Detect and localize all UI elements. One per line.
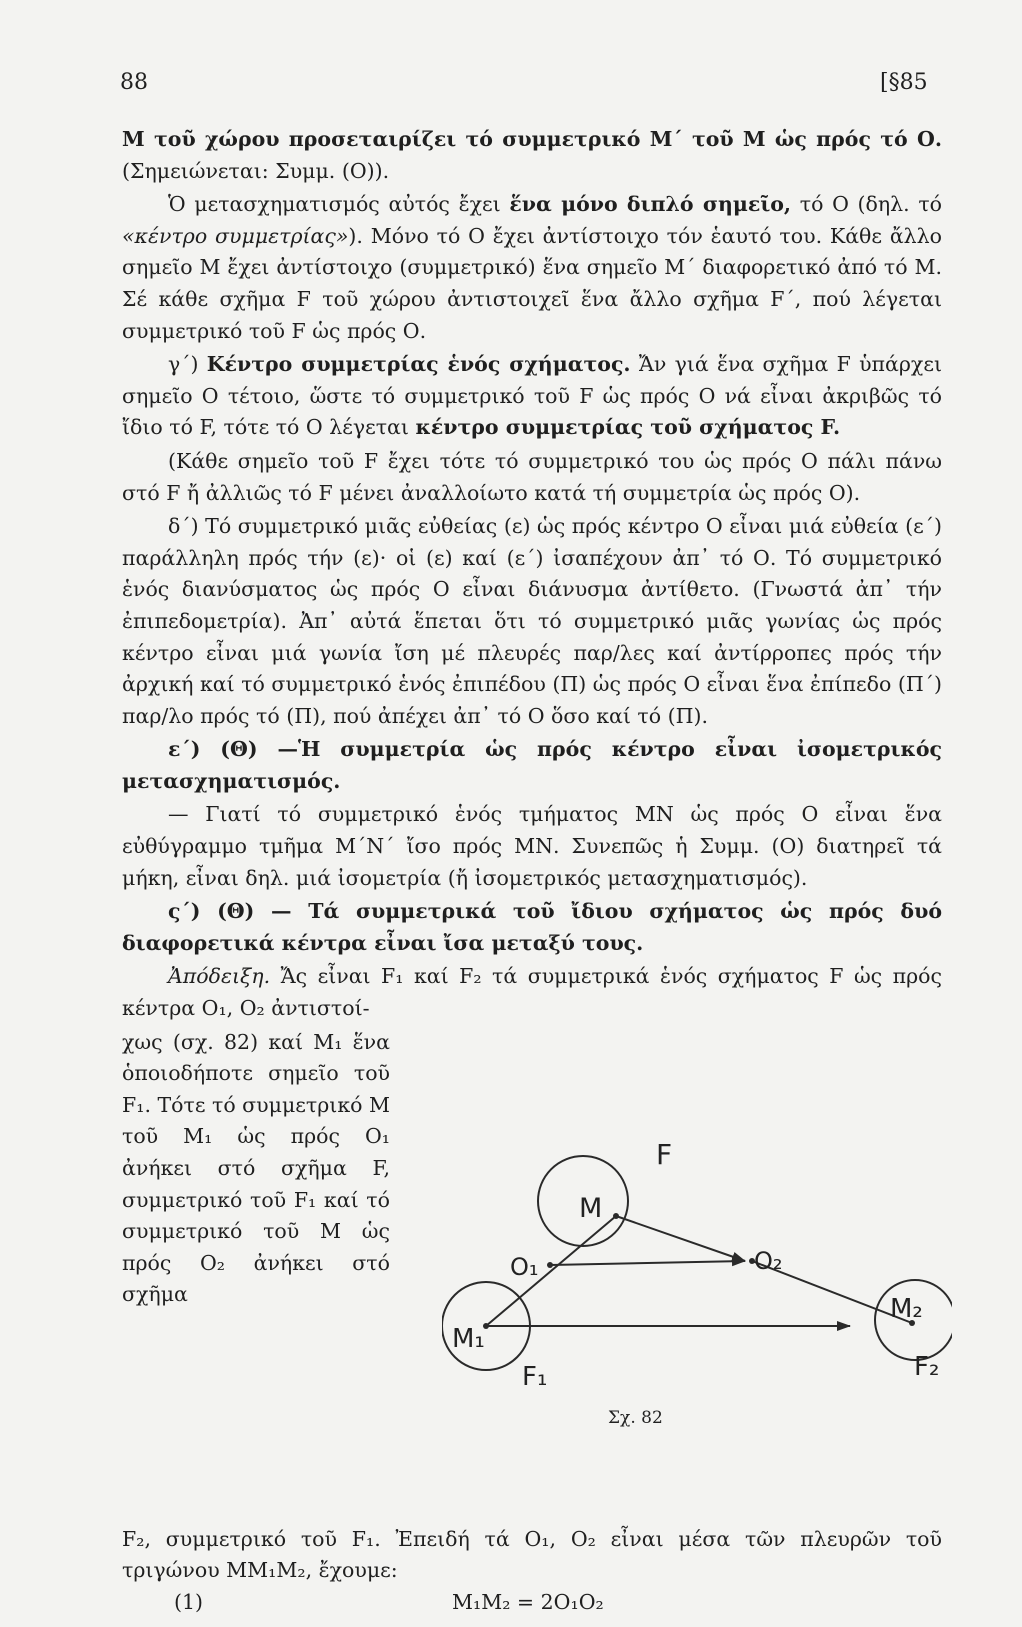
label-O1: O₁ xyxy=(510,1252,539,1281)
p2-b: τό Ο (δηλ. τό xyxy=(791,192,943,217)
point-O1 xyxy=(547,1262,553,1268)
paragraph-3 xyxy=(122,349,942,444)
label-F2: F₂ xyxy=(914,1351,940,1382)
p1-bold: Μ τοῦ χώρου προσεταιρίζει τό συμμετρικό Μ΄ τοῦ Μ ὡς πρός τό Ο. xyxy=(122,127,942,151)
p3-bold-2: κέντρο συμμετρίας τοῦ σχήματος F. xyxy=(415,415,841,440)
label-M: M xyxy=(579,1192,603,1224)
point-M xyxy=(613,1213,619,1219)
paragraph-4: (Κάθε σημεῖο τοῦ F ἔχει τότε τό συμμετρικό του ὡς πρός Ο πάλι πάνω στό F ἤ ἀλλιῶς τό F μένει ἀναλλοίωτο κατά τή συμμετρία ὡς πρός Ο). xyxy=(122,448,942,505)
p3-label: γ΄) xyxy=(168,352,207,377)
p6-bold: Ἡ συμμετρία ὡς πρός κέντρο εἶναι ἰσομετρικός μετασχηματισμός. xyxy=(122,737,942,793)
figure-caption: Σχ. 82 xyxy=(608,1407,663,1428)
figure-wrap xyxy=(122,1027,942,1614)
paragraph-8 xyxy=(122,896,942,959)
proof-rest: F₂, συμμετρικό τοῦ F₁. Ἐπειδή τά Ο₁, Ο₂ εἶναι μέσα τῶν πλευρῶν τοῦ τριγώνου ΜΜ₁Μ₂, ἔχουμε: xyxy=(122,1526,942,1583)
label-M1: M₁ xyxy=(452,1323,485,1354)
label-F: F xyxy=(656,1137,673,1171)
p3-bold: Κέντρο συμμετρίας ἑνός σχήματος. xyxy=(206,352,631,377)
arrow-O1-O2 xyxy=(550,1261,745,1265)
proof-first-line xyxy=(122,961,942,1024)
label-M2: M₂ xyxy=(890,1293,923,1324)
paragraph-6 xyxy=(122,734,942,797)
equation-1 xyxy=(122,1587,942,1627)
p6-label: ε΄) (Θ) — xyxy=(168,737,298,762)
paragraph-5: δ΄) Τό συμμετρικό μιᾶς εὐθείας (ε) ὡς πρός κέντρο Ο εἶναι μιά εὐθεία (ε΄) παράλληλη πρός τήν (ε)· οἱ (ε) καί (ε΄) ἰσαπέχουν ἀπ᾽ τό Ο. Τό συμμετρικό ἑνός διανύσματος ὡς πρός Ο εἶναι διάνυσμα ἀντίθετο. (Γνωστά ἀπ᾽ τήν ἐπιπεδομετρία). Ἀπ᾽ αὐτά ἕπεται ὅτι τό συμμετρικό μιᾶς γωνίας ὡς πρός κέντρο εἶναι μιά γωνία ἴση μέ πλευρές παρ/λες καί ἀντίρροπες πρός τήν ἀρχική καί τό συμμετρικό ἑνός ἐπιπέδου (Π) ὡς πρός Ο εἶναι ἕνα ἐπίπεδο (Π΄) παρ/λο πρός τό (Π), πού ἀπέχει ἀπ᾽ τό Ο ὅσο καί τό (Π). xyxy=(122,514,942,728)
body-text xyxy=(122,124,943,1614)
p2-bold: ἕνα μόνο διπλό σημεῖο, xyxy=(509,192,792,217)
label-F1: F₁ xyxy=(522,1361,548,1392)
p2-italic: «κέντρο συμμετρίας» xyxy=(122,223,349,248)
proof-column: χως (σχ. 82) καί Μ₁ ἕνα ὁποιοδήποτε σημεῖο τοῦ F₁. Τότε τό συμμετρικό Μ τοῦ Μ₁ ὡς πρός Ο₁ ἀνήκει στό σχῆμα F, συμμετρικό τοῦ F₁ καί τό συμμετρικό τοῦ Μ ὡς πρός Ο₂ ἀνήκει στό σχῆμα xyxy=(122,1029,390,1307)
p2-c: ). Μόνο τό Ο ἔχει ἀντίστοιχο τόν ἑαυτό του. Κάθε ἄλλο σημεῖο Μ ἔχει ἀντίστοιχο (συμμετρικό) ἕνα σημεῖο Μ΄ διαφορετικό ἀπό τό Μ. Σέ κάθε σχῆμα F τοῦ χώρου ἀντιστοιχεῖ ἕνα ἄλλο σχῆμα F΄, πού λέγεται συμμετρικό τοῦ F ὡς πρός Ο. xyxy=(122,223,942,343)
p8-label: ς΄) (Θ) — xyxy=(168,899,309,924)
paragraph-7: — Γιατί τό συμμετρικό ἑνός τμήματος ΜΝ ὡς πρός Ο εἶναι ἕνα εὐθύγραμμο τμῆμα Μ΄Ν΄ ἴσο πρός ΜΝ. Συνεπῶς ἡ Συμμ. (Ο) διατηρεῖ τά μήκη, εἶναι δηλ. μιά ἰσομετρία (ἤ ἰσομετρικός μετασχηματισμός). xyxy=(122,802,942,890)
paragraph-2 xyxy=(122,189,942,347)
figure-82 xyxy=(442,1127,952,1527)
p3-a: Ἄν γιά ἕνα σχῆμα F ὑπάρχει σημεῖο Ο τέτοιο, ὥστε τό συμμετρικό τοῦ F ὡς πρός Ο νά εἶναι ἀκριβῶς τό ἴδιο τό F, τότε τό Ο λέγεται xyxy=(122,352,942,440)
page-number: 88 xyxy=(120,70,148,95)
paragraph-1 xyxy=(122,124,942,187)
label-O2: O₂ xyxy=(754,1246,783,1275)
equation-expression: M₁M₂ = 2O₁O₂ xyxy=(452,1589,604,1614)
p2-a: Ὁ μετασχηματισμός αὐτός ἔχει xyxy=(168,192,510,217)
proof-first: Ἄς εἶναι F₁ καί F₂ τά συμμετρικά ἑνός σχήματος F ὡς πρός κέντρα Ο₁, Ο₂ ἀντιστοί- xyxy=(122,964,942,1021)
arrow-M-O2 xyxy=(616,1216,745,1261)
p1-rest: (Σημειώνεται: Συμμ. (Ο)). xyxy=(122,158,390,183)
equation-number: (1) xyxy=(174,1589,204,1614)
section-marker: [§85 xyxy=(880,70,928,95)
proof-label: Ἀπόδειξη. xyxy=(168,964,271,989)
p8-bold: Τά συμμετρικά τοῦ ἴδιου σχήματος ὡς πρός δυό διαφορετικά κέντρα εἶναι ἴσα μεταξύ τους. xyxy=(122,899,943,955)
